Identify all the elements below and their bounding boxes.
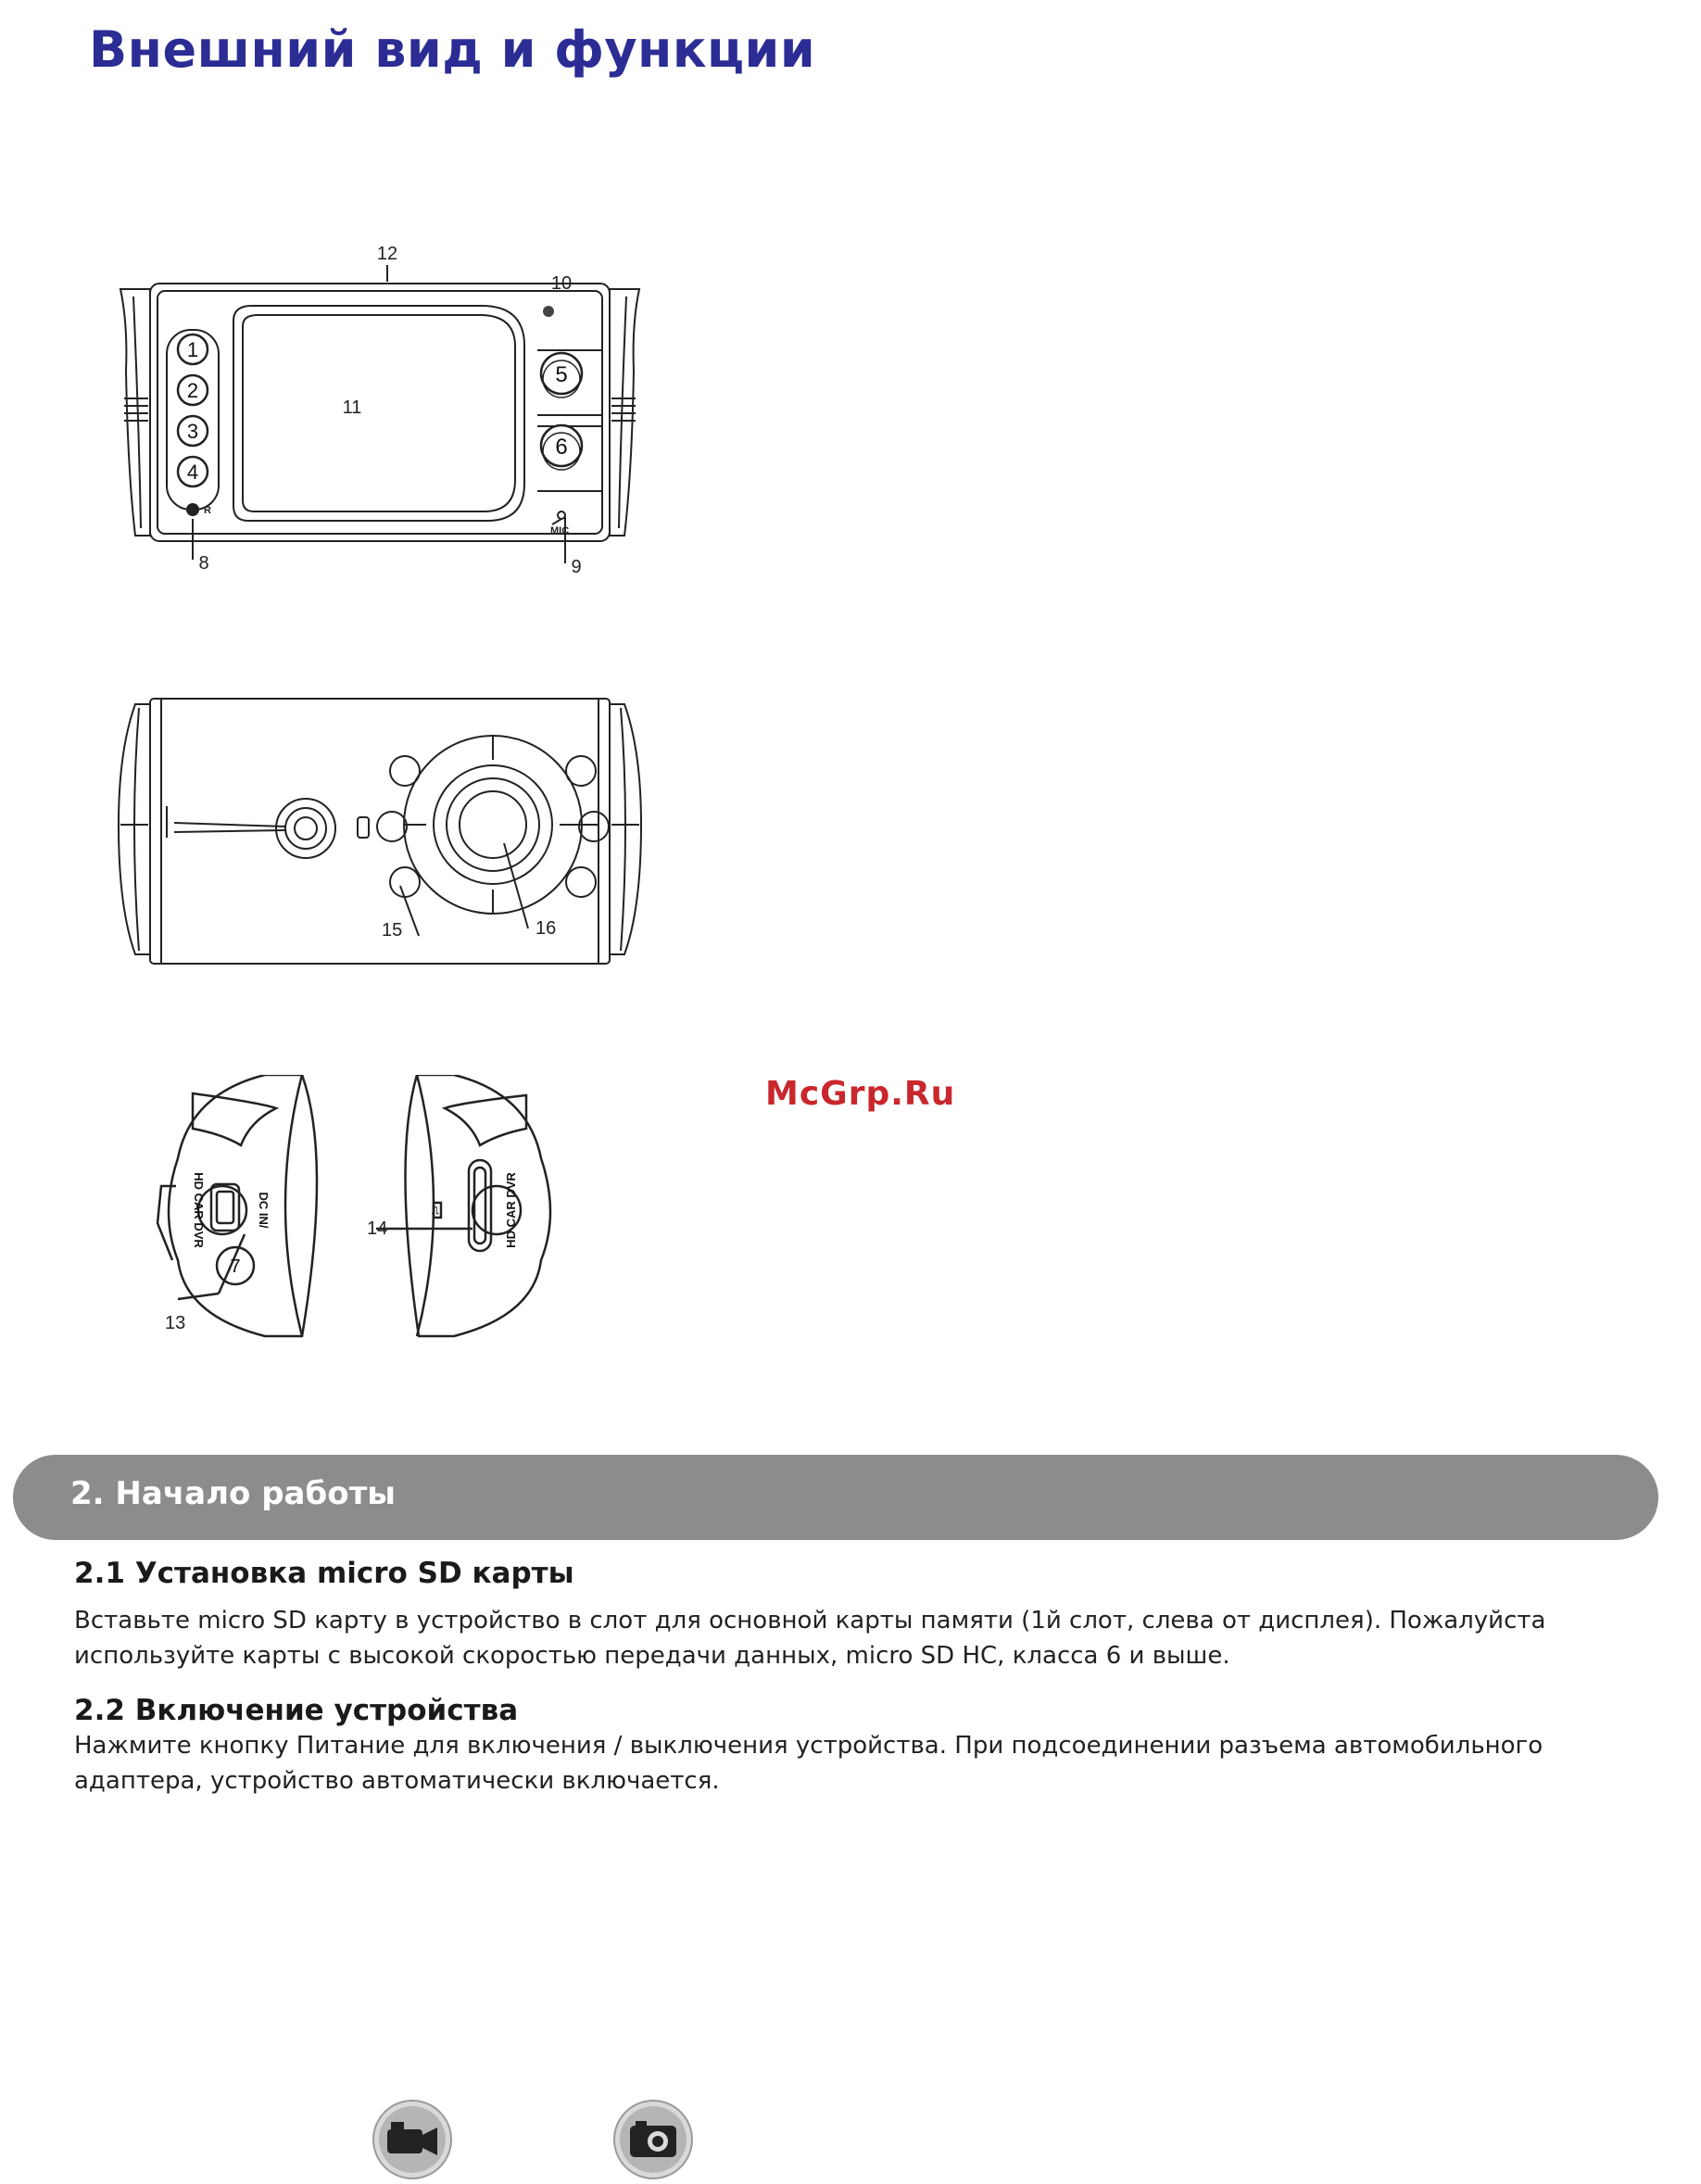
photo-camera-icon bbox=[611, 2098, 695, 2181]
reset-button bbox=[186, 503, 199, 516]
mic-mark: MIC bbox=[550, 525, 570, 537]
callout-10: 10 bbox=[550, 273, 573, 294]
video-camera-icon bbox=[371, 2098, 454, 2181]
port-text: DC IN/ bbox=[257, 1192, 271, 1229]
card-slot-mark: ⎍ bbox=[432, 1206, 439, 1217]
brand-text-left: HD CAR DVR bbox=[192, 1172, 206, 1248]
subsection-text-sd-card: Вставьте micro SD карту в устройство в слот для основной карты памяти (1й слот, слева от дисплея). Пожалуйста используйте карты с высокой скоростью передачи данных, micro SD HC, класса 6 и выше. bbox=[74, 1607, 1546, 1670]
section-header-bar bbox=[13, 1455, 1658, 1540]
callout-12: 12 bbox=[376, 244, 398, 264]
front-view-diagram bbox=[93, 241, 667, 593]
page-title: Внешний вид и функции bbox=[89, 20, 816, 79]
callout-15: 15 bbox=[382, 920, 403, 941]
brand-text-right: HD CAR DVR bbox=[504, 1172, 518, 1248]
subsection-text-power-on: Нажмите кнопку Питание для включения / выключения устройства. При подсоединении разъема автомобильного адаптера, устройство автоматически включается. bbox=[74, 1732, 1544, 1795]
section-title: 2. Начало работы bbox=[70, 1475, 397, 1512]
callout-8: 8 bbox=[198, 553, 209, 574]
button-2-label: 2 bbox=[186, 379, 199, 402]
button-4-label: 4 bbox=[186, 461, 199, 484]
indicator-light bbox=[543, 306, 554, 317]
subsection-heading-power-on: 2.2 Включение устройства bbox=[74, 1694, 519, 1727]
button-3-label: 3 bbox=[186, 420, 199, 443]
callout-16: 16 bbox=[536, 918, 557, 939]
callout-14: 14 bbox=[367, 1218, 388, 1239]
callout-11: 11 bbox=[342, 398, 362, 418]
subsection-heading-sd-card: 2.1 Установка micro SD карты bbox=[74, 1557, 574, 1590]
button-6-label: 6 bbox=[555, 435, 568, 460]
callout-13: 13 bbox=[165, 1313, 186, 1333]
button-1-label: 1 bbox=[186, 338, 199, 361]
back-view-diagram bbox=[93, 686, 667, 982]
side-views-diagram bbox=[120, 1075, 602, 1344]
button-7-label: 7 bbox=[230, 1256, 241, 1277]
watermark: McGrp.Ru bbox=[765, 1075, 956, 1113]
callout-9: 9 bbox=[571, 557, 582, 577]
button-5-label: 5 bbox=[555, 362, 568, 387]
reset-mark: R bbox=[204, 505, 211, 516]
